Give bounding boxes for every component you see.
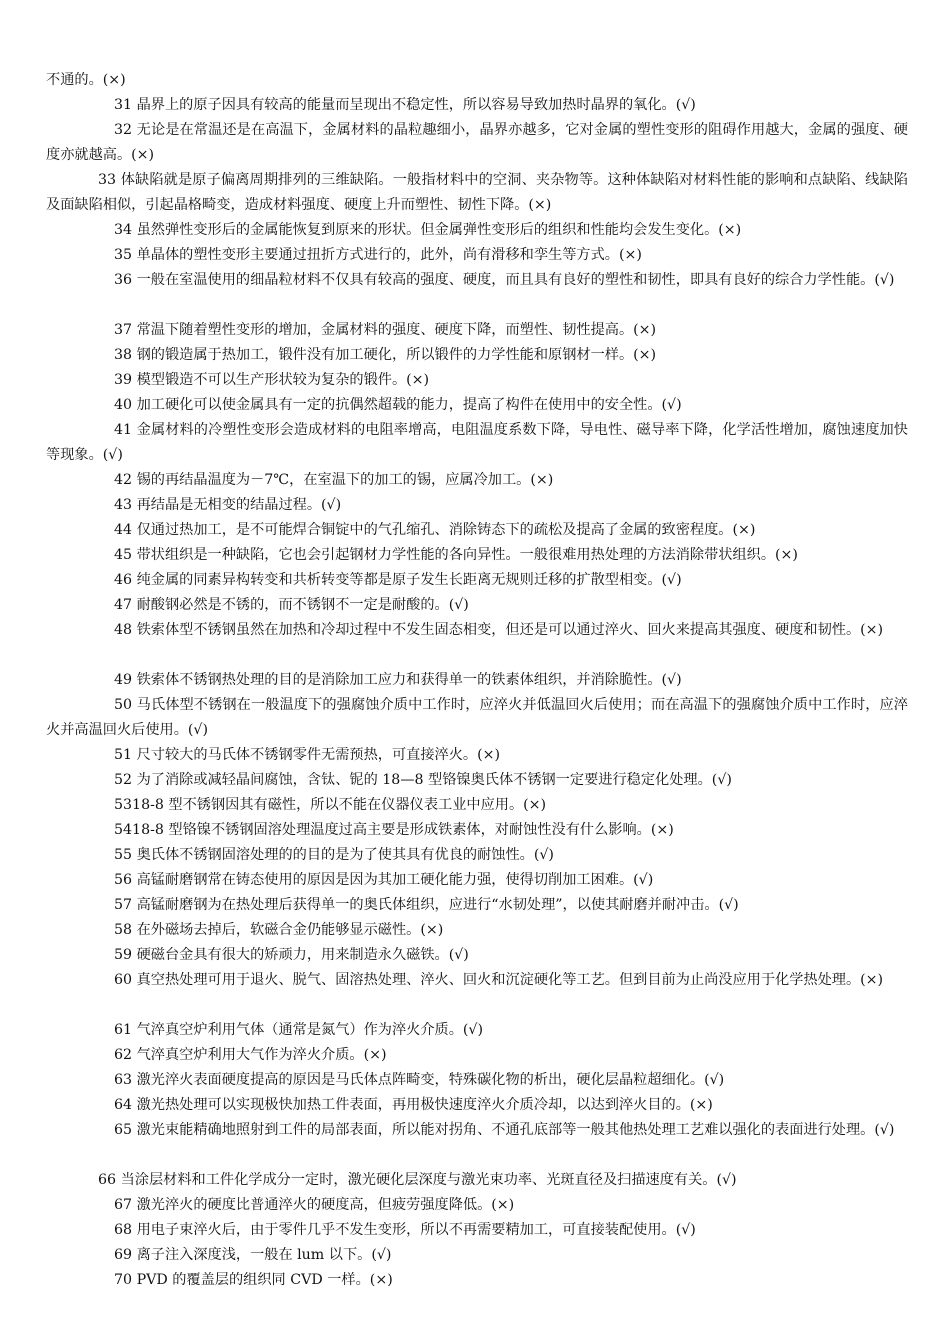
- statement-39: 39 模型锻造不可以生产形状较为复杂的锻件。(×): [114, 372, 430, 388]
- statement-51: 51 尺寸较大的马氏体不锈钢零件无需预热，可直接淬火。(×): [114, 747, 501, 763]
- statement-53: 5318-8 型不锈钢因其有磁性，所以不能在仪器仪表工业中应用。(×): [114, 797, 547, 813]
- statement-54: 5418-8 型铬镍不锈钢固溶处理温度过高主要是形成铁素体，对耐蚀性没有什么影响。(×): [114, 822, 674, 838]
- statement-49: 49 铁索体不锈钢热处理的目的是消除加工应力和获得单一的铁素体组织，并消除脆性。(√): [114, 672, 682, 688]
- statement-38: 38 钢的锻造属于热加工，锻件没有加工硬化，所以锻件的力学性能和原钢材一样。(×): [114, 347, 657, 363]
- statement-42: 42 锡的再结晶温度为－7℃，在室温下的加工的锡，应属冷加工。(×): [114, 472, 554, 488]
- statement-56: 56 高锰耐磨钢常在铸态使用的原因是因为其加工硬化能力强，使得切削加工困难。(√): [114, 872, 654, 888]
- statement-59: 59 硬磁台金具有很大的矫顽力，用来制造永久磁铁。(√): [114, 947, 469, 963]
- statement-58: 58 在外磁场去掉后，软磁合金仍能够显示磁性。(×): [114, 922, 444, 938]
- statement-69: 69 离子注入深度浅，一般在 lum 以下。(√): [114, 1247, 392, 1263]
- statement-48: 48 铁索体型不锈钢虽然在加热和冷却过程中不发生固态相变，但还是可以通过淬火、回火来提高其强度、硬度和韧性。(×): [114, 622, 884, 638]
- statement-67: 67 激光淬火的硬度比普通淬火的硬度高，但疲劳强度降低。(×): [114, 1197, 515, 1213]
- statement-32: 32 无论是在常温还是在高温下，金属材料的晶粒趣细小，晶界亦越多，它对金属的塑性变形的阻碍作用越大，金属的强度、硬度亦就越高。(×): [46, 122, 908, 163]
- statement-50: 50 马氏体型不锈钢在一般温度下的强腐蚀介质中工作时，应淬火并低温回火后使用；而在高温下的强腐蚀介质中工作时，应淬火并高温回火后使用。(√): [46, 697, 908, 738]
- paragraph-continuation: 不通的。(×): [46, 72, 126, 88]
- statement-70: 70 PVD 的覆盖层的组织同 CVD 一样。(×): [114, 1272, 393, 1288]
- statement-43: 43 再结晶是无相变的结晶过程。(√): [114, 497, 342, 513]
- statement-63: 63 激光淬火表面硬度提高的原因是马氏体点阵畸变，特殊碳化物的析出，硬化层晶粒超细化。(√): [114, 1072, 725, 1088]
- statement-34: 34 虽然弹性变形后的金属能恢复到原来的形状。但金属弹性变形后的组织和性能均会发生变化。(×): [114, 222, 742, 238]
- statement-33: 33 体缺陷就是原子偏离周期排列的三维缺陷。一般指材料中的空洞、夹杂物等。这种体缺陷对材料性能的影响和点缺陷、线缺陷及面缺陷相似，引起晶格畸变，造成材料强度、硬度上升而塑性、韧性下降。(×): [46, 172, 908, 213]
- statement-52: 52 为了消除或减轻晶间腐蚀，含钛、铌的 18—8 型铬镍奥氏体不锈钢一定要进行稳定化处理。(√): [114, 772, 732, 788]
- statement-45: 45 带状组织是一种缺陷，它也会引起钢材力学性能的各向异性。一般很难用热处理的方法消除带状组织。(×): [114, 547, 798, 563]
- statement-37: 37 常温下随着塑性变形的增加，金属材料的强度、硬度下降，而塑性、韧性提高。(×): [114, 322, 657, 338]
- statement-35: 35 单晶体的塑性变形主要通过扭折方式进行的，此外，尚有滑移和孪生等方式。(×): [114, 247, 642, 263]
- statement-31: 31 晶界上的原子因具有较高的能量而呈现出不稳定性，所以容易导致加热时晶界的氧化。(√): [114, 97, 696, 113]
- statement-36: 36 一般在室温使用的细晶粒材料不仅具有较高的强度、硬度，而且具有良好的塑性和韧性，即具有良好的综合力学性能。(√): [114, 272, 895, 288]
- statement-60: 60 真空热处理可用于退火、脱气、固溶热处理、淬火、回火和沉淀硬化等工艺。但到目前为止尚没应用于化学热处理。(×): [114, 972, 884, 988]
- statement-57: 57 高锰耐磨钢为在热处理后获得单一的奥氏体组织，应进行“水韧处理”，以使其耐磨并耐冲击。(√): [114, 897, 739, 913]
- statement-41: 41 金属材料的冷塑性变形会造成材料的电阻率增高，电阻温度系数下降，导电性、磁导率下降，化学活性增加，腐蚀速度加快等现象。(√): [46, 422, 908, 463]
- statement-65: 65 激光束能精确地照射到工件的局部表面，所以能对拐角、不通孔底部等一般其他热处理工艺难以强化的表面进行处理。(√): [114, 1122, 895, 1138]
- statement-40: 40 加工硬化可以使金属具有一定的抗偶然超载的能力，提高了构件在使用中的安全性。(√): [114, 397, 682, 413]
- statement-61: 61 气淬真空炉利用气体（通常是氮气）作为淬火介质。(√): [114, 1022, 483, 1038]
- statement-55: 55 奥氏体不锈钢固溶处理的的目的是为了使其具有优良的耐蚀性。(√): [114, 847, 554, 863]
- statement-64: 64 激光热处理可以实现极快加热工件表面，再用极快速度淬火介质冷却，以达到淬火目的。(×): [114, 1097, 713, 1113]
- statement-46: 46 纯金属的同素异构转变和共析转变等都是原子发生长距离无规则迁移的扩散型相变。(√): [114, 572, 682, 588]
- statement-47: 47 耐酸钢必然是不锈的，而不锈钢不一定是耐酸的。(√): [114, 597, 469, 613]
- statement-68: 68 用电子束淬火后，由于零件几乎不发生变形，所以不再需要精加工，可直接装配使用。(√): [114, 1222, 696, 1238]
- statement-66: 66 当涂层材料和工件化学成分一定时，激光硬化层深度与激光束功率、光斑直径及扫描速度有关。(√): [98, 1172, 737, 1188]
- statement-44: 44 仅通过热加工，是不可能焊合铜锭中的气孔缩孔、消除铸态下的疏松及提高了金属的致密程度。(×): [114, 522, 756, 538]
- statement-62: 62 气淬真空炉利用大气作为淬火介质。(×): [114, 1047, 387, 1063]
